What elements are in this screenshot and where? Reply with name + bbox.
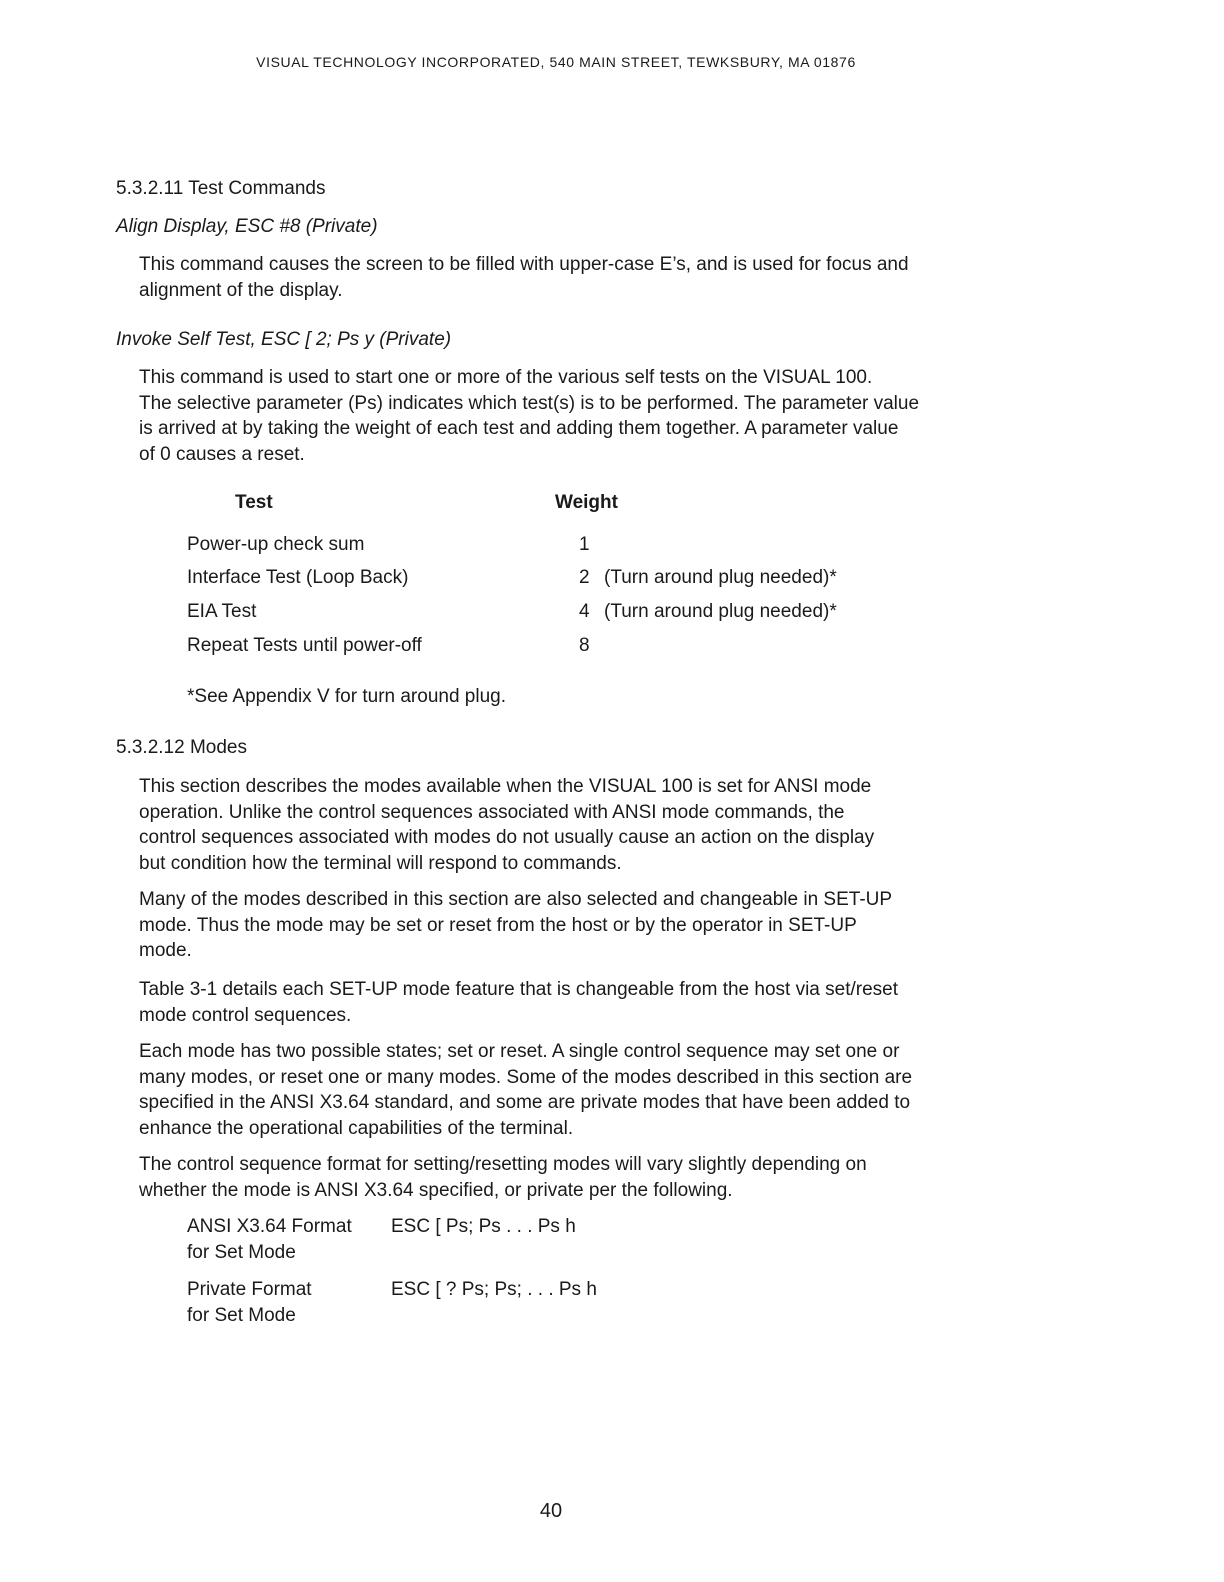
table-header-weight: Weight xyxy=(555,492,618,513)
text-line: Table 3-1 details each SET-UP mode feature that is changeable from the host via set/reset xyxy=(139,979,899,1000)
text-line: mode control sequences. xyxy=(139,1004,352,1026)
text-line: This command is used to start one or more of the various self tests on the VISUAL 100. xyxy=(139,367,873,388)
page-header: VISUAL TECHNOLOGY INCORPORATED, 540 MAIN STREET, TEWKSBURY, MA 01876 xyxy=(256,54,856,70)
subheading-align-display: Align Display, ESC #8 (Private) xyxy=(116,216,378,237)
format-sequence: ESC [ Ps; Ps . . . Ps h xyxy=(391,1216,576,1237)
format-label: Private Format xyxy=(187,1279,312,1300)
table-footnote: *See Appendix V for turn around plug. xyxy=(187,686,507,707)
test-weight: 1 xyxy=(579,534,590,555)
test-weight: 2 xyxy=(579,567,590,588)
test-name: Interface Test (Loop Back) xyxy=(187,567,409,588)
text-line: specified in the ANSI X3.64 standard, and some are private modes that have been added to xyxy=(139,1092,911,1113)
format-label-sub: for Set Mode xyxy=(187,1242,296,1263)
text-line: This command causes the screen to be filled with upper-case E’s, and is used for focus and xyxy=(139,254,909,275)
paragraph-align-display xyxy=(139,252,1019,303)
text-line: is arrived at by taking the weight of each test and adding them together. A parameter value xyxy=(139,418,899,439)
text-line: but condition how the terminal will respond to commands. xyxy=(139,852,622,874)
test-weight: 8 xyxy=(579,635,590,656)
paragraph-self-test xyxy=(139,365,1019,467)
table-header-test: Test xyxy=(235,492,273,513)
text-line: mode. Thus the mode may be set or reset from the host or by the operator in SET-UP xyxy=(139,914,857,936)
text-line: Many of the modes described in this section are also selected and changeable in SET-UP xyxy=(139,889,893,910)
text-line: control sequences associated with modes do not usually cause an action on the display xyxy=(139,827,875,848)
paragraph-modes-2 xyxy=(139,887,1019,964)
text-line: whether the mode is ANSI X3.64 specified, or private per the following. xyxy=(139,1179,733,1201)
text-line: The control sequence format for setting/resetting modes will vary slightly depending on xyxy=(139,1154,867,1175)
paragraph-modes-4 xyxy=(139,1039,1019,1141)
text-line: The selective parameter (Ps) indicates which test(s) is to be performed. The parameter value xyxy=(139,392,920,414)
text-line: mode. xyxy=(139,940,192,961)
test-name: EIA Test xyxy=(187,601,257,622)
text-line: Each mode has two possible states; set or reset. A single control sequence may set one or xyxy=(139,1041,900,1062)
section-heading-modes: 5.3.2.12 Modes xyxy=(116,737,247,758)
paragraph-modes-3 xyxy=(139,977,1019,1028)
format-sequence: ESC [ ? Ps; Ps; . . . Ps h xyxy=(391,1279,597,1300)
paragraph-modes-1 xyxy=(139,774,1019,876)
format-label: ANSI X3.64 Format xyxy=(187,1216,352,1237)
test-name: Repeat Tests until power-off xyxy=(187,635,422,656)
subheading-invoke-self-test: Invoke Self Test, ESC [ 2; Ps y (Private) xyxy=(116,329,452,350)
section-heading-test-commands: 5.3.2.11 Test Commands xyxy=(116,178,326,199)
text-line: alignment of the display. xyxy=(139,279,343,301)
test-note: (Turn around plug needed)* xyxy=(604,601,837,622)
text-line: enhance the operational capabilities of the terminal. xyxy=(139,1117,574,1139)
paragraph-modes-5 xyxy=(139,1152,1019,1203)
text-line: operation. Unlike the control sequences associated with ANSI mode commands, the xyxy=(139,801,845,823)
text-line: of 0 causes a reset. xyxy=(139,443,305,465)
test-name: Power-up check sum xyxy=(187,534,365,555)
test-weight: 4 xyxy=(579,601,590,622)
format-label-sub: for Set Mode xyxy=(187,1305,296,1326)
page-number: 40 xyxy=(539,1500,563,1522)
text-line: many modes, or reset one or many modes. Some of the modes described in this section are xyxy=(139,1066,913,1088)
text-line: This section describes the modes available when the VISUAL 100 is set for ANSI mode xyxy=(139,776,872,797)
test-note: (Turn around plug needed)* xyxy=(604,567,837,588)
